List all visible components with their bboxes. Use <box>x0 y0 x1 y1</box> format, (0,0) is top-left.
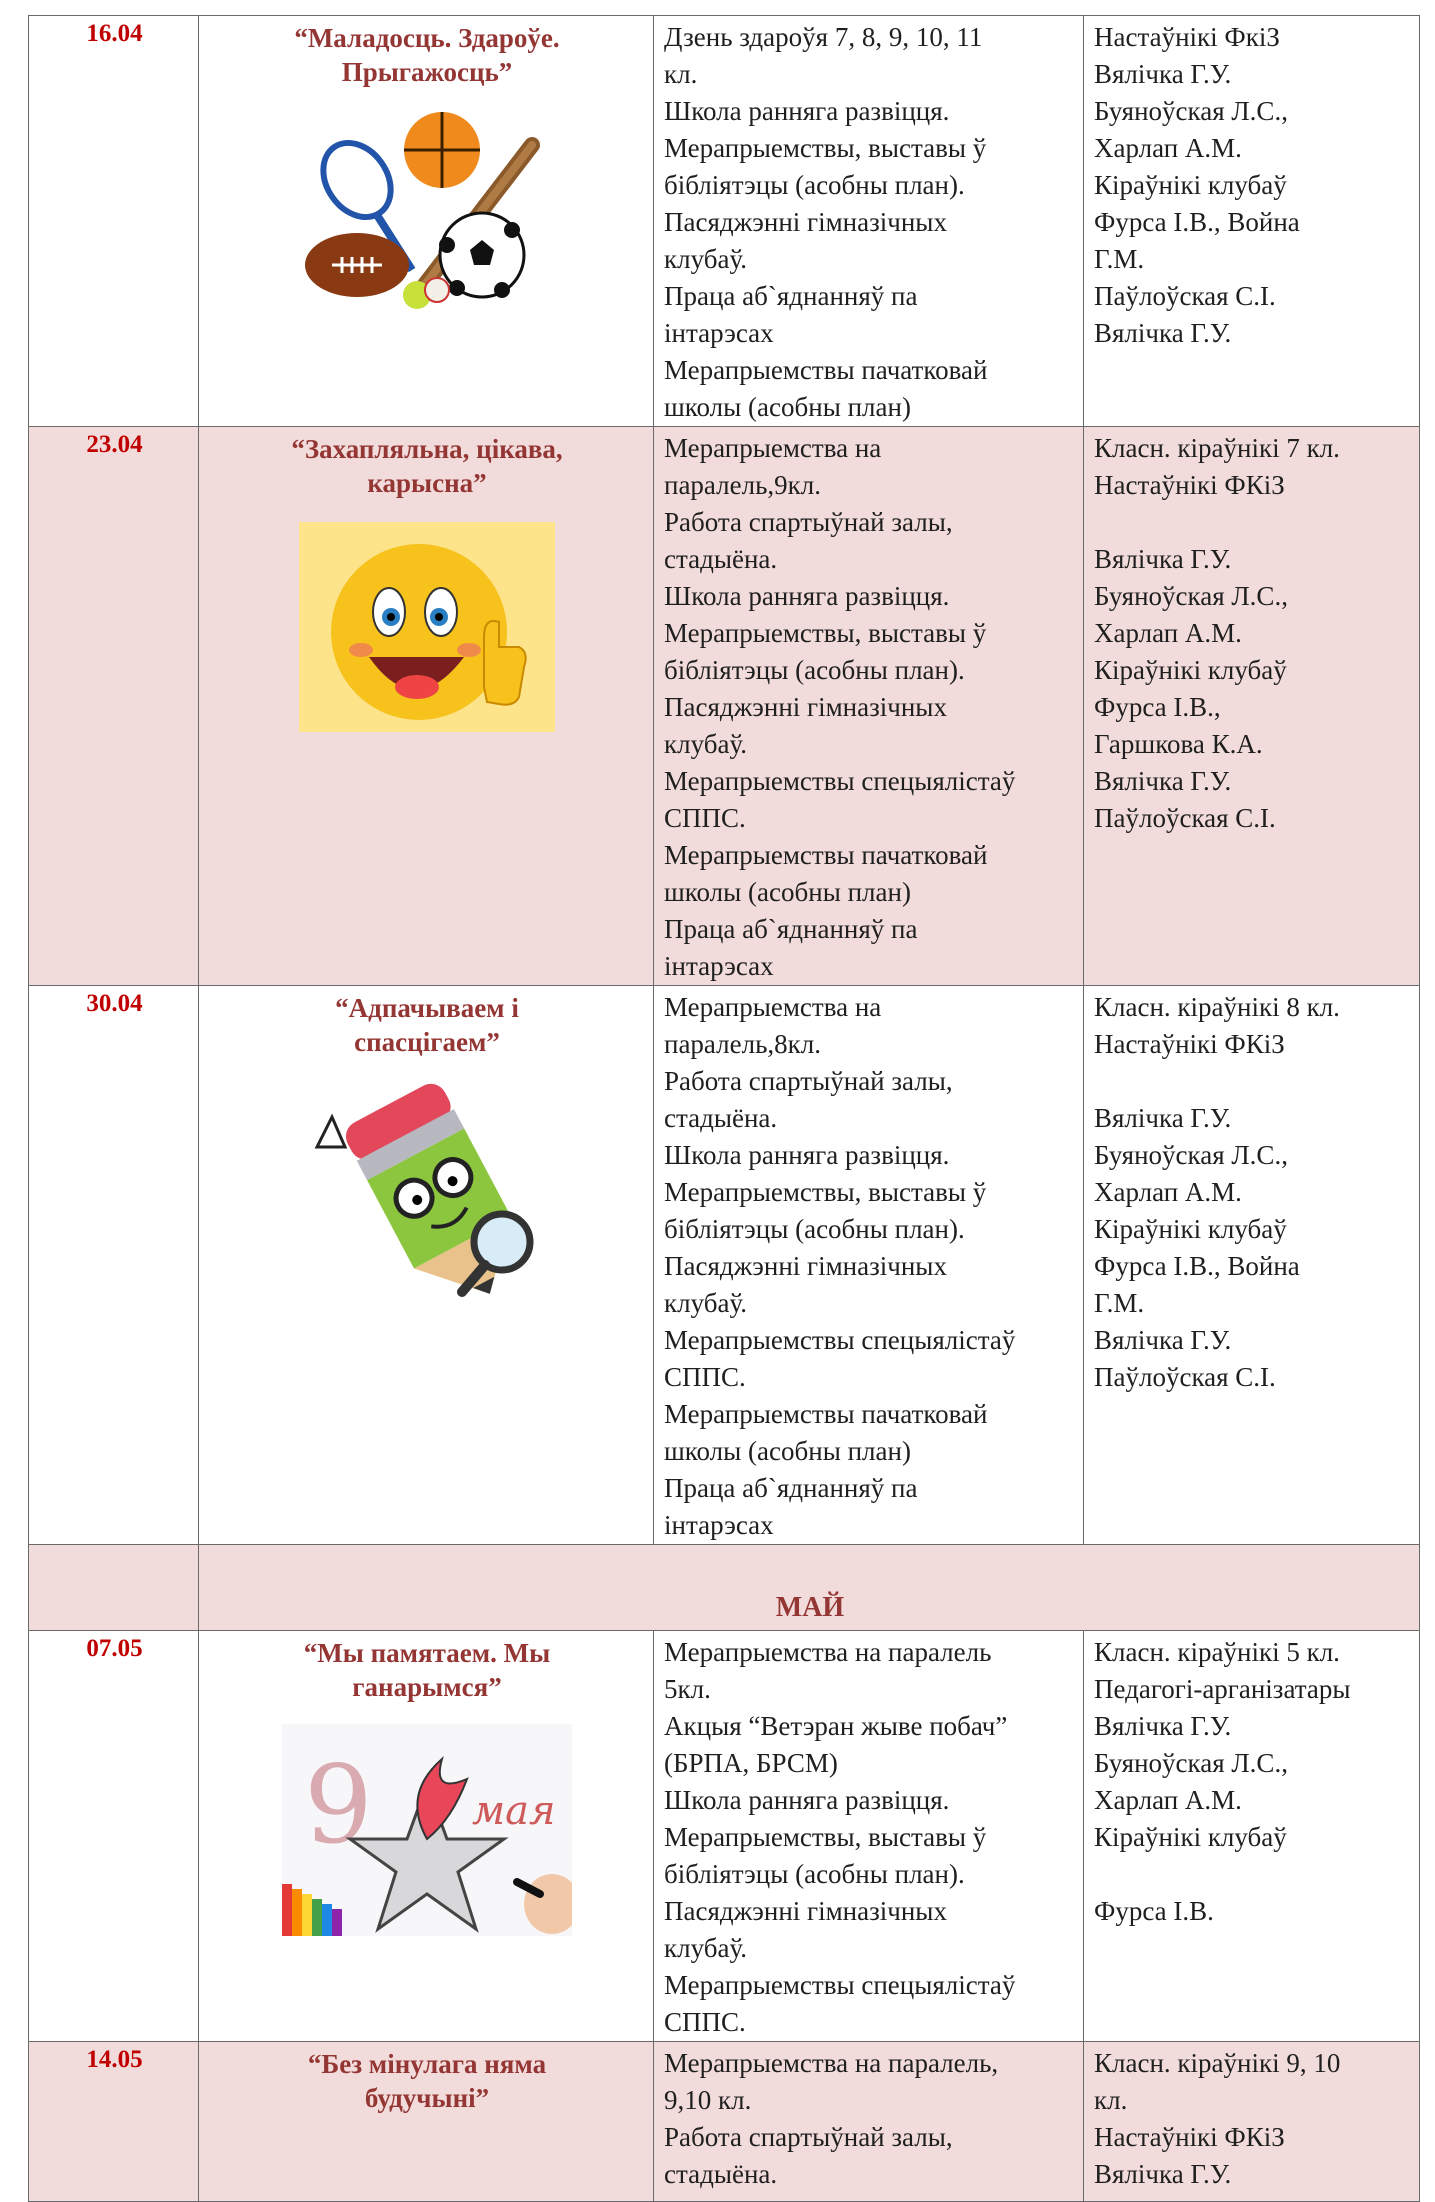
responsible-list: Настаўнікі ФкіЗ Вялічка Г.У. Буяноўская Л.С., Харлап А.М. Кіраўнікі клубаў Фурса І.В., Война Г.М. Паўлоўская С.І. Вялічка Г.У. <box>1094 22 1300 348</box>
table-row <box>29 986 1420 1545</box>
events-list: Мерапрыемства на паралель 5кл. Акцыя “Ветэран жыве побач” (БРПА, БРСМ) Школа ранняга развіцця. Мерапрыемствы, выставы ў бібліятэцы (асобны план). Пасяджэнні гімназічных клубаў. Мерапрыемствы спецыялістаў СППС. <box>664 1637 1016 2037</box>
responsible-list: Класн. кіраўнікі 9, 10 кл. Настаўнікі ФКіЗ Вялічка Г.У. <box>1094 2048 1341 2189</box>
events-cell <box>654 2042 1084 2202</box>
table-row <box>29 2042 1420 2202</box>
month-spacer-cell <box>29 1545 199 1631</box>
theme-cell <box>199 2042 654 2202</box>
events-cell <box>654 986 1084 1545</box>
date-cell: 07.05 <box>29 1631 199 2042</box>
date-cell: 23.04 <box>29 427 199 986</box>
responsible-cell <box>1084 986 1420 1545</box>
events-cell <box>654 1631 1084 2042</box>
theme-cell <box>199 427 654 986</box>
events-list: Мерапрыемства на паралель,9кл. Работа спартыўнай залы, стадыёна. Школа ранняга развіцця. Мерапрыемствы, выставы ў бібліятэцы (асобны план). Пасяджэнні гімназічных клубаў. Мерапрыемствы спецыялістаў СППС. Мерапрыемствы пачатковай школы (асобны план) Праца аб`яднанняў па інтарэсах <box>664 433 1016 981</box>
theme-title: “Маладосць. Здароўе. Прыгажосць” <box>294 23 560 87</box>
responsible-list: Класн. кіраўнікі 7 кл. Настаўнікі ФКіЗ Вялічка Г.У. Буяноўская Л.С., Харлап А.М. Кіраўнікі клубаў Фурса І.В., Гаршкова К.А. Вялічка Г.У. Паўлоўская С.І. <box>1094 433 1340 833</box>
smiley-thumbs-up-image <box>299 522 555 732</box>
theme-title: “Захапляльна, цікава, карысна” <box>291 434 563 498</box>
theme-title: “Без мінулага няма будучыні” <box>307 2049 547 2113</box>
responsible-cell <box>1084 16 1420 427</box>
events-list: Дзень здароўя 7, 8, 9, 10, 11 кл. Школа ранняга развіцця. Мерапрыемствы, выставы ў бібліятэцы (асобны план). Пасяджэнні гімназічных клубаў. Праца аб`яднанняў па інтарэсах Мерапрыемствы пачатковай школы (асобны план) <box>664 22 988 422</box>
events-plan-table <box>28 15 1420 2202</box>
date-cell: 30.04 <box>29 986 199 1545</box>
table-row <box>29 1631 1420 2042</box>
pencil-character-image <box>297 1077 557 1317</box>
events-cell <box>654 16 1084 427</box>
month-label: МАЙ <box>199 1545 1420 1631</box>
theme-cell <box>199 986 654 1545</box>
responsible-cell <box>1084 1631 1420 2042</box>
events-list: Мерапрыемства на паралель, 9,10 кл. Работа спартыўнай залы, стадыёна. <box>664 2048 999 2189</box>
events-cell <box>654 427 1084 986</box>
events-list: Мерапрыемства на паралель,8кл. Работа спартыўнай залы, стадыёна. Школа ранняга развіцця. Мерапрыемствы, выставы ў бібліятэцы (асобны план). Пасяджэнні гімназічных клубаў. Мерапрыемствы спецыялістаў СППС. Мерапрыемствы пачатковай школы (асобны план) Праца аб`яднанняў па інтарэсах <box>664 992 1016 1540</box>
responsible-cell <box>1084 427 1420 986</box>
svg-text:мая: мая <box>472 1788 556 1834</box>
theme-cell <box>199 16 654 427</box>
table-row <box>29 16 1420 427</box>
may-9-drawing-image <box>282 1724 572 1936</box>
responsible-list: Класн. кіраўнікі 8 кл. Настаўнікі ФКіЗ Вялічка Г.У. Буяноўская Л.С., Харлап А.М. Кіраўнікі клубаў Фурса І.В., Война Г.М. Вялічка Г.У. Паўлоўская С.І. <box>1094 992 1340 1392</box>
svg-text:9: 9 <box>304 1743 373 1868</box>
date-cell: 16.04 <box>29 16 199 427</box>
responsible-list: Класн. кіраўнікі 5 кл. Педагогі-арганізатары Вялічка Г.У. Буяноўская Л.С., Харлап А.М. Кіраўнікі клубаў Фурса І.В. <box>1094 1637 1351 1926</box>
sports-equipment-image <box>297 105 557 325</box>
month-row <box>29 1545 1420 1631</box>
theme-cell <box>199 1631 654 2042</box>
theme-title: “Адпачываем і спасцігаем” <box>335 993 519 1057</box>
date-cell: 14.05 <box>29 2042 199 2202</box>
table-row <box>29 427 1420 986</box>
responsible-cell <box>1084 2042 1420 2202</box>
theme-title: “Мы памятаем. Мы ганарымся” <box>303 1638 551 1702</box>
